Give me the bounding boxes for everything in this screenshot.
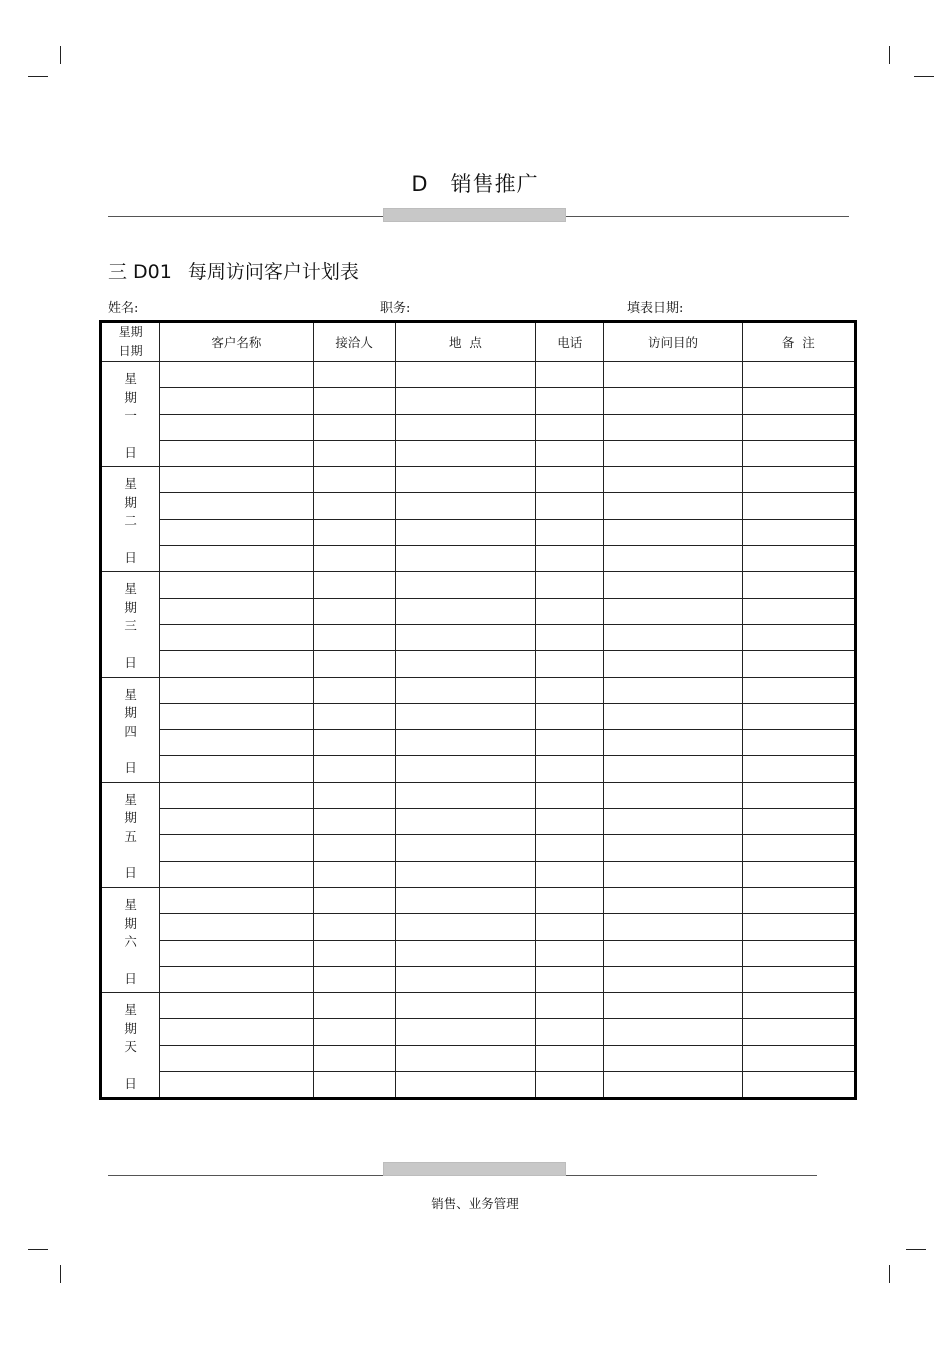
remarks-cell[interactable] <box>742 519 855 545</box>
location-cell[interactable] <box>395 546 535 572</box>
day-number-char: 四 <box>124 723 137 739</box>
contact-cell[interactable] <box>313 677 395 703</box>
table-row <box>101 598 856 624</box>
contact-cell[interactable] <box>313 966 395 992</box>
location-cell[interactable] <box>395 493 535 519</box>
phone-cell[interactable] <box>536 440 604 466</box>
day-prefix-char: 期 <box>124 915 137 931</box>
contact-cell[interactable] <box>313 835 395 861</box>
phone-cell[interactable] <box>536 414 604 440</box>
table-row <box>101 887 856 913</box>
purpose-cell[interactable] <box>604 966 742 992</box>
day-prefix-char: 期 <box>124 1020 137 1036</box>
customer-name-cell[interactable] <box>160 914 313 940</box>
crop-mark <box>28 1249 48 1250</box>
location-cell[interactable] <box>395 993 535 1019</box>
crop-mark <box>906 1249 926 1250</box>
location-cell[interactable] <box>395 651 535 677</box>
contact-cell[interactable] <box>313 730 395 756</box>
phone-cell[interactable] <box>536 362 604 388</box>
day-number-char: 三 <box>124 618 137 634</box>
customer-name-cell[interactable] <box>160 624 313 650</box>
day-label-spacer <box>102 846 159 864</box>
phone-cell[interactable] <box>536 809 604 835</box>
table-row <box>101 651 856 677</box>
phone-cell[interactable] <box>536 1045 604 1071</box>
remarks-cell[interactable] <box>742 887 855 913</box>
table-row <box>101 809 856 835</box>
day-number-char: 二 <box>124 513 137 529</box>
day-label-spacer <box>102 636 159 654</box>
customer-name-cell[interactable] <box>160 677 313 703</box>
phone-cell[interactable] <box>536 861 604 887</box>
purpose-cell[interactable] <box>604 388 742 414</box>
crop-mark <box>914 76 934 77</box>
section-code: D <box>411 172 429 196</box>
contact-cell[interactable] <box>313 440 395 466</box>
purpose-cell[interactable] <box>604 493 742 519</box>
location-cell[interactable] <box>395 440 535 466</box>
customer-name-cell[interactable] <box>160 730 313 756</box>
table-row <box>101 756 856 782</box>
corner-label-week: 星期 <box>118 325 143 339</box>
purpose-cell[interactable] <box>604 914 742 940</box>
column-header-customer-name: 客户名称 <box>160 322 313 362</box>
day-prefix-char: 星 <box>124 791 137 807</box>
purpose-cell[interactable] <box>604 467 742 493</box>
location-cell[interactable] <box>395 1045 535 1071</box>
day-date-header <box>101 322 160 362</box>
phone-cell[interactable] <box>536 651 604 677</box>
day-label-spacer <box>102 741 159 759</box>
location-cell[interactable] <box>395 809 535 835</box>
contact-cell[interactable] <box>313 651 395 677</box>
column-header-location: 地 点 <box>395 322 535 362</box>
day-suffix-char: 日 <box>124 549 137 565</box>
location-cell[interactable] <box>395 861 535 887</box>
name-field-label: 姓名: <box>108 301 139 316</box>
form-number: 三 <box>108 261 128 283</box>
customer-name-cell[interactable] <box>160 388 313 414</box>
crop-mark <box>28 76 48 77</box>
remarks-cell[interactable] <box>742 835 855 861</box>
customer-name-cell[interactable] <box>160 440 313 466</box>
customer-name-cell[interactable] <box>160 651 313 677</box>
day-prefix-char: 期 <box>124 810 137 826</box>
customer-name-cell[interactable] <box>160 835 313 861</box>
purpose-cell[interactable] <box>604 809 742 835</box>
location-cell[interactable] <box>395 572 535 598</box>
date-field-label: 填表日期: <box>627 301 684 316</box>
remarks-cell[interactable] <box>742 598 855 624</box>
day-number-char: 天 <box>124 1039 137 1055</box>
customer-name-cell[interactable] <box>160 598 313 624</box>
location-cell[interactable] <box>395 1019 535 1045</box>
day-label-cell <box>101 467 160 572</box>
customer-name-cell[interactable] <box>160 887 313 913</box>
location-cell[interactable] <box>395 730 535 756</box>
remarks-cell[interactable] <box>742 861 855 887</box>
table-row <box>101 440 856 466</box>
day-suffix-char: 日 <box>124 865 137 881</box>
table-row <box>101 782 856 808</box>
purpose-cell[interactable] <box>604 414 742 440</box>
table-row <box>101 993 856 1019</box>
day-prefix-char: 期 <box>124 494 137 510</box>
contact-cell[interactable] <box>313 388 395 414</box>
crop-mark <box>889 46 890 64</box>
contact-cell[interactable] <box>313 624 395 650</box>
contact-cell[interactable] <box>313 940 395 966</box>
day-number-char: 六 <box>124 934 137 950</box>
remarks-cell[interactable] <box>742 624 855 650</box>
table-header-row <box>101 322 856 362</box>
customer-name-cell[interactable] <box>160 1072 313 1099</box>
table-row <box>101 677 856 703</box>
day-suffix-char: 日 <box>124 1075 137 1091</box>
table-row <box>101 493 856 519</box>
table-row <box>101 362 856 388</box>
customer-name-cell[interactable] <box>160 546 313 572</box>
purpose-cell[interactable] <box>604 1045 742 1071</box>
contact-cell[interactable] <box>313 519 395 545</box>
purpose-cell[interactable] <box>604 887 742 913</box>
day-label-cell <box>101 572 160 677</box>
phone-cell[interactable] <box>536 493 604 519</box>
day-label-cell <box>101 362 160 467</box>
purpose-cell[interactable] <box>604 546 742 572</box>
phone-cell[interactable] <box>536 519 604 545</box>
customer-name-cell[interactable] <box>160 940 313 966</box>
customer-name-cell[interactable] <box>160 861 313 887</box>
phone-cell[interactable] <box>536 835 604 861</box>
location-cell[interactable] <box>395 782 535 808</box>
remarks-cell[interactable] <box>742 467 855 493</box>
location-cell[interactable] <box>395 835 535 861</box>
remarks-cell[interactable] <box>742 756 855 782</box>
phone-cell[interactable] <box>536 546 604 572</box>
contact-cell[interactable] <box>313 1019 395 1045</box>
location-cell[interactable] <box>395 598 535 624</box>
location-cell[interactable] <box>395 677 535 703</box>
table-row <box>101 730 856 756</box>
table-row <box>101 703 856 729</box>
contact-cell[interactable] <box>313 914 395 940</box>
purpose-cell[interactable] <box>604 362 742 388</box>
column-header-contact: 接洽人 <box>313 322 395 362</box>
customer-name-cell[interactable] <box>160 519 313 545</box>
phone-cell[interactable] <box>536 887 604 913</box>
remarks-cell[interactable] <box>742 966 855 992</box>
phone-cell[interactable] <box>536 388 604 414</box>
table-row <box>101 388 856 414</box>
day-label-cell <box>101 887 160 992</box>
day-label-spacer <box>102 426 159 444</box>
day-prefix-char: 星 <box>124 1002 137 1018</box>
phone-cell[interactable] <box>536 624 604 650</box>
phone-cell[interactable] <box>536 993 604 1019</box>
day-label-spacer <box>102 952 159 970</box>
contact-cell[interactable] <box>313 414 395 440</box>
table-row <box>101 546 856 572</box>
phone-cell[interactable] <box>536 677 604 703</box>
purpose-cell[interactable] <box>604 519 742 545</box>
remarks-cell[interactable] <box>742 940 855 966</box>
remarks-cell[interactable] <box>742 809 855 835</box>
contact-cell[interactable] <box>313 887 395 913</box>
location-cell[interactable] <box>395 388 535 414</box>
contact-cell[interactable] <box>313 861 395 887</box>
remarks-cell[interactable] <box>742 914 855 940</box>
contact-cell[interactable] <box>313 598 395 624</box>
remarks-cell[interactable] <box>742 1072 855 1099</box>
purpose-cell[interactable] <box>604 835 742 861</box>
day-number-char: 五 <box>124 828 137 844</box>
customer-name-cell[interactable] <box>160 493 313 519</box>
remarks-cell[interactable] <box>742 362 855 388</box>
day-prefix-char: 星 <box>124 371 137 387</box>
phone-cell[interactable] <box>536 703 604 729</box>
remarks-cell[interactable] <box>742 493 855 519</box>
customer-name-cell[interactable] <box>160 703 313 729</box>
customer-name-cell[interactable] <box>160 362 313 388</box>
crop-mark <box>60 46 61 64</box>
purpose-cell[interactable] <box>604 940 742 966</box>
remarks-cell[interactable] <box>742 651 855 677</box>
purpose-cell[interactable] <box>604 756 742 782</box>
phone-cell[interactable] <box>536 914 604 940</box>
contact-cell[interactable] <box>313 993 395 1019</box>
day-suffix-char: 日 <box>124 970 137 986</box>
purpose-cell[interactable] <box>604 703 742 729</box>
day-suffix-char: 日 <box>124 760 137 776</box>
location-cell[interactable] <box>395 887 535 913</box>
contact-cell[interactable] <box>313 809 395 835</box>
location-cell[interactable] <box>395 624 535 650</box>
day-label-spacer <box>102 531 159 549</box>
purpose-cell[interactable] <box>604 1072 742 1099</box>
purpose-cell[interactable] <box>604 440 742 466</box>
purpose-cell[interactable] <box>604 651 742 677</box>
day-prefix-char: 期 <box>124 389 137 405</box>
location-cell[interactable] <box>395 362 535 388</box>
location-cell[interactable] <box>395 1072 535 1099</box>
form-title-text: 每周访问客户计划表 <box>187 261 359 283</box>
table-row <box>101 835 856 861</box>
purpose-cell[interactable] <box>604 1019 742 1045</box>
section-header <box>0 168 950 198</box>
table-row <box>101 572 856 598</box>
day-prefix-char: 星 <box>124 897 137 913</box>
customer-name-cell[interactable] <box>160 756 313 782</box>
location-cell[interactable] <box>395 914 535 940</box>
phone-cell[interactable] <box>536 756 604 782</box>
location-cell[interactable] <box>395 467 535 493</box>
table-row <box>101 914 856 940</box>
customer-name-cell[interactable] <box>160 1019 313 1045</box>
phone-cell[interactable] <box>536 598 604 624</box>
phone-cell[interactable] <box>536 1072 604 1099</box>
footer-text: 销售、业务管理 <box>431 1196 519 1211</box>
purpose-cell[interactable] <box>604 624 742 650</box>
day-prefix-char: 期 <box>124 599 137 615</box>
day-label-cell <box>101 782 160 887</box>
day-suffix-char: 日 <box>124 444 137 460</box>
column-header-phone: 电话 <box>536 322 604 362</box>
contact-cell[interactable] <box>313 1045 395 1071</box>
day-label-cell <box>101 993 160 1099</box>
contact-cell[interactable] <box>313 782 395 808</box>
contact-cell[interactable] <box>313 546 395 572</box>
purpose-cell[interactable] <box>604 861 742 887</box>
purpose-cell[interactable] <box>604 598 742 624</box>
location-cell[interactable] <box>395 940 535 966</box>
crop-mark <box>889 1265 890 1283</box>
table-row <box>101 1072 856 1099</box>
table-row <box>101 1019 856 1045</box>
customer-name-cell[interactable] <box>160 414 313 440</box>
weekly-visit-plan-table <box>99 320 857 1100</box>
phone-cell[interactable] <box>536 572 604 598</box>
remarks-cell[interactable] <box>742 572 855 598</box>
remarks-cell[interactable] <box>742 703 855 729</box>
customer-name-cell[interactable] <box>160 572 313 598</box>
remarks-cell[interactable] <box>742 414 855 440</box>
table-row <box>101 414 856 440</box>
remarks-cell[interactable] <box>742 677 855 703</box>
customer-name-cell[interactable] <box>160 1045 313 1071</box>
table-row <box>101 861 856 887</box>
table-row <box>101 940 856 966</box>
day-prefix-char: 星 <box>124 476 137 492</box>
purpose-cell[interactable] <box>604 993 742 1019</box>
remarks-cell[interactable] <box>742 388 855 414</box>
remarks-cell[interactable] <box>742 546 855 572</box>
remarks-cell[interactable] <box>742 1045 855 1071</box>
contact-cell[interactable] <box>313 572 395 598</box>
remarks-cell[interactable] <box>742 440 855 466</box>
remarks-cell[interactable] <box>742 730 855 756</box>
contact-cell[interactable] <box>313 467 395 493</box>
customer-name-cell[interactable] <box>160 809 313 835</box>
customer-name-cell[interactable] <box>160 966 313 992</box>
purpose-cell[interactable] <box>604 730 742 756</box>
contact-cell[interactable] <box>313 703 395 729</box>
crop-mark <box>60 1265 61 1283</box>
form-code: D01 <box>133 261 172 283</box>
column-header-purpose: 访问目的 <box>604 322 742 362</box>
purpose-cell[interactable] <box>604 782 742 808</box>
contact-cell[interactable] <box>313 756 395 782</box>
table-row <box>101 966 856 992</box>
phone-cell[interactable] <box>536 966 604 992</box>
phone-cell[interactable] <box>536 730 604 756</box>
customer-name-cell[interactable] <box>160 467 313 493</box>
location-cell[interactable] <box>395 519 535 545</box>
customer-name-cell[interactable] <box>160 993 313 1019</box>
remarks-cell[interactable] <box>742 993 855 1019</box>
remarks-cell[interactable] <box>742 782 855 808</box>
position-field-label: 职务: <box>380 301 411 316</box>
phone-cell[interactable] <box>536 782 604 808</box>
day-label-spacer <box>102 1057 159 1075</box>
customer-name-cell[interactable] <box>160 782 313 808</box>
footer-rule-bar <box>383 1162 566 1176</box>
location-cell[interactable] <box>395 414 535 440</box>
header-rule-bar <box>383 208 566 222</box>
day-prefix-char: 星 <box>124 686 137 702</box>
table-row <box>101 519 856 545</box>
location-cell[interactable] <box>395 966 535 992</box>
day-suffix-char: 日 <box>124 654 137 670</box>
location-cell[interactable] <box>395 756 535 782</box>
contact-cell[interactable] <box>313 493 395 519</box>
day-label-cell <box>101 677 160 782</box>
section-title: 销售推广 <box>450 172 539 196</box>
table-row <box>101 624 856 650</box>
phone-cell[interactable] <box>536 467 604 493</box>
form-title <box>108 257 359 284</box>
day-prefix-char: 星 <box>124 581 137 597</box>
phone-cell[interactable] <box>536 1019 604 1045</box>
phone-cell[interactable] <box>536 940 604 966</box>
contact-cell[interactable] <box>313 362 395 388</box>
day-number-char: 一 <box>124 408 137 424</box>
table-row <box>101 467 856 493</box>
column-header-remarks: 备 注 <box>742 322 855 362</box>
purpose-cell[interactable] <box>604 677 742 703</box>
table-row <box>101 1045 856 1071</box>
day-prefix-char: 期 <box>124 705 137 721</box>
remarks-cell[interactable] <box>742 1019 855 1045</box>
contact-cell[interactable] <box>313 1072 395 1099</box>
purpose-cell[interactable] <box>604 572 742 598</box>
location-cell[interactable] <box>395 703 535 729</box>
corner-label-date: 日期 <box>118 344 143 358</box>
